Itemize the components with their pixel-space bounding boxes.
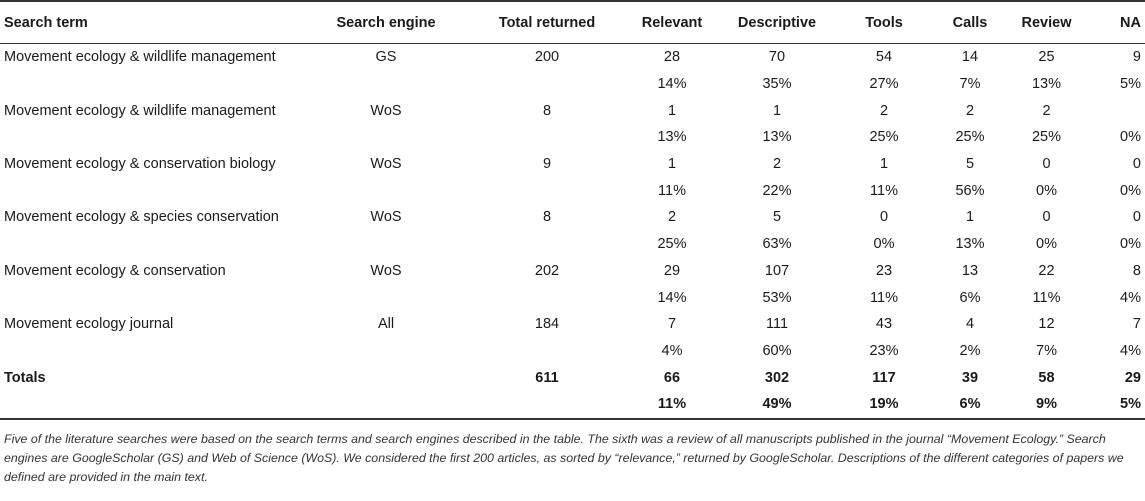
table-cell: 0% bbox=[873, 236, 895, 253]
table-cell: 23 bbox=[875, 262, 893, 279]
table-cell: 13% bbox=[657, 129, 687, 146]
table-cell bbox=[472, 284, 622, 311]
table-cell: 63% bbox=[762, 236, 792, 253]
table-cell: 49% bbox=[722, 391, 832, 419]
table-cell: 0% bbox=[1120, 129, 1141, 146]
table-cell: 7% bbox=[959, 76, 981, 93]
table-cell bbox=[300, 231, 472, 258]
table-cell: 2 bbox=[772, 156, 782, 173]
totals-row bbox=[0, 391, 1145, 419]
header-calls: Calls bbox=[936, 1, 1004, 44]
table-cell: 4 bbox=[965, 316, 975, 333]
table-cell bbox=[472, 124, 622, 151]
table-cell: 11% bbox=[1032, 289, 1061, 306]
table-cell: 1 bbox=[879, 156, 889, 173]
table-cell: 22 bbox=[1038, 262, 1055, 279]
table-cell: 0 bbox=[1042, 156, 1051, 173]
table-cell: 1 bbox=[667, 102, 677, 119]
table-cell: 0 bbox=[1132, 209, 1141, 226]
table-cell bbox=[472, 71, 622, 98]
table-cell: 11% bbox=[870, 289, 898, 306]
header-relevant: Relevant bbox=[622, 1, 722, 44]
table-cell: 13% bbox=[762, 129, 792, 146]
table-row bbox=[0, 204, 1145, 231]
table-cell: WoS bbox=[370, 262, 402, 279]
header-review: Review bbox=[1004, 1, 1089, 44]
table-cell: 25% bbox=[955, 129, 985, 146]
table-cell: 0% bbox=[1120, 182, 1141, 199]
table-caption: Five of the literature searches were based on the search terms and search engines described in the table. The sixth was a review of all manuscripts published in the journal “Movement Ecology.” Search engines are GoogleScholar (GS) and Web of Science (WoS). We considered the first 200 articles, as sorted by “relevance,” returned by GoogleScholar. Descriptions of the different categories of papers we defined are provided in the main text. bbox=[4, 431, 1124, 484]
table-row bbox=[0, 311, 1145, 338]
table-cell: 611 bbox=[535, 369, 559, 386]
table-cell: 23% bbox=[869, 342, 899, 359]
header-search-term: Search term bbox=[0, 1, 300, 44]
table-cell: WoS bbox=[370, 209, 402, 226]
table-body bbox=[0, 44, 1145, 419]
table-cell: 11% bbox=[658, 182, 686, 199]
table-header bbox=[0, 1, 1145, 44]
table-row bbox=[0, 231, 1145, 258]
table-cell: 22% bbox=[762, 182, 792, 199]
table-cell bbox=[300, 364, 472, 391]
table-cell: 2 bbox=[667, 209, 677, 226]
table-cell: 27% bbox=[869, 76, 899, 93]
table-cell: 184 bbox=[534, 316, 560, 333]
table-cell: 0% bbox=[1036, 182, 1057, 199]
table-cell: 25% bbox=[1031, 129, 1062, 146]
table-cell: 25% bbox=[657, 236, 687, 253]
table-cell bbox=[300, 338, 472, 365]
table-row bbox=[0, 71, 1145, 98]
table-cell: 25 bbox=[1038, 49, 1055, 66]
table-cell: 9% bbox=[1004, 391, 1089, 419]
table-cell: 302 bbox=[764, 369, 790, 386]
table-cell: GS bbox=[375, 49, 397, 66]
table-cell: Movement ecology & wildlife management bbox=[4, 49, 276, 66]
table-cell: 13% bbox=[955, 236, 985, 253]
table-cell: WoS bbox=[370, 102, 402, 119]
table-cell bbox=[300, 391, 472, 419]
table-cell: All bbox=[377, 316, 395, 333]
table-cell: 43 bbox=[875, 316, 893, 333]
table-cell: Movement ecology & species conservation bbox=[4, 209, 279, 226]
table-cell: 9 bbox=[1132, 49, 1141, 66]
table-cell: Movement ecology & conservation bbox=[4, 262, 226, 279]
table-cell: 2% bbox=[959, 342, 981, 359]
table-cell: 54 bbox=[875, 49, 893, 66]
table-cell: 14% bbox=[657, 76, 687, 93]
table-cell: 56% bbox=[955, 182, 985, 199]
table-cell: 29 bbox=[1124, 369, 1141, 386]
table-row bbox=[0, 258, 1145, 285]
table-cell: 28 bbox=[663, 49, 681, 66]
table-cell bbox=[300, 124, 472, 151]
table-cell: WoS bbox=[370, 156, 402, 173]
table-cell bbox=[0, 338, 300, 365]
table-cell: 0% bbox=[1036, 236, 1057, 253]
table-cell: 8 bbox=[542, 102, 552, 119]
table-cell: 0 bbox=[1042, 209, 1051, 226]
table-cell: 29 bbox=[663, 262, 681, 279]
table-cell: 117 bbox=[872, 369, 896, 386]
header-descriptive: Descriptive bbox=[722, 1, 832, 44]
table-cell: Totals bbox=[4, 369, 46, 386]
table-cell bbox=[300, 71, 472, 98]
table-cell: 8 bbox=[1132, 262, 1141, 279]
header-search-engine: Search engine bbox=[300, 1, 472, 44]
table-cell: Movement ecology & wildlife management bbox=[4, 102, 276, 119]
table-cell: 60% bbox=[762, 342, 792, 359]
table-row bbox=[0, 44, 1145, 71]
table-cell: 13% bbox=[1031, 76, 1062, 93]
table-cell: 1 bbox=[772, 102, 782, 119]
table-cell: 2 bbox=[965, 102, 975, 119]
table-cell: 202 bbox=[534, 262, 560, 279]
table-cell bbox=[0, 231, 300, 258]
table-cell: Movement ecology journal bbox=[4, 316, 174, 333]
table-cell bbox=[300, 284, 472, 311]
table-row bbox=[0, 284, 1145, 311]
table-cell: 70 bbox=[768, 49, 786, 66]
table-cell: 39 bbox=[961, 369, 979, 386]
table-cell bbox=[472, 338, 622, 365]
table-cell: 6% bbox=[959, 289, 981, 306]
table-cell bbox=[300, 177, 472, 204]
table-cell: 111 bbox=[765, 316, 789, 333]
table-cell: 6% bbox=[936, 391, 1004, 419]
table-cell: 9 bbox=[542, 156, 552, 173]
table-cell: 107 bbox=[764, 262, 790, 279]
table-cell: 11% bbox=[622, 391, 722, 419]
table-cell bbox=[0, 177, 300, 204]
table-cell: 66 bbox=[663, 369, 681, 386]
table-cell bbox=[472, 391, 622, 419]
table-cell: 4% bbox=[661, 342, 683, 359]
table-cell bbox=[0, 391, 300, 419]
table-cell: 58 bbox=[1038, 369, 1055, 386]
table-row bbox=[0, 338, 1145, 365]
table-cell: 11% bbox=[870, 182, 898, 199]
totals-row bbox=[0, 364, 1145, 391]
table-row bbox=[0, 177, 1145, 204]
table-cell: 8 bbox=[542, 209, 552, 226]
table-cell: 25% bbox=[869, 129, 899, 146]
table-row bbox=[0, 124, 1145, 151]
table-cell: 4% bbox=[1120, 342, 1141, 359]
table-cell: 1 bbox=[667, 156, 677, 173]
table-cell: 5 bbox=[772, 209, 782, 226]
table-cell: 5 bbox=[965, 156, 975, 173]
table-cell: 2 bbox=[879, 102, 889, 119]
header-total-returned: Total returned bbox=[472, 1, 622, 44]
table-cell: 53% bbox=[762, 289, 792, 306]
table-cell bbox=[1089, 97, 1145, 124]
table-cell: 200 bbox=[534, 49, 560, 66]
table-cell bbox=[0, 124, 300, 151]
table-cell: 14% bbox=[657, 289, 687, 306]
table-cell: 0% bbox=[1120, 236, 1141, 253]
table-cell: 35% bbox=[762, 76, 792, 93]
table-cell: 12 bbox=[1038, 316, 1055, 333]
table-cell: 4% bbox=[1120, 289, 1141, 306]
table-cell: 13 bbox=[961, 262, 979, 279]
header-row bbox=[0, 1, 1145, 44]
table-cell bbox=[472, 231, 622, 258]
table-cell: Movement ecology & conservation biology bbox=[4, 156, 276, 173]
table-cell: 5% bbox=[1089, 391, 1145, 419]
table-cell: 7 bbox=[1132, 316, 1141, 333]
table-cell: 19% bbox=[832, 391, 936, 419]
table-cell bbox=[472, 177, 622, 204]
table-cell: 7 bbox=[667, 316, 677, 333]
table-cell bbox=[0, 284, 300, 311]
table-cell: 0 bbox=[879, 209, 889, 226]
table-row bbox=[0, 97, 1145, 124]
table-cell: 1 bbox=[965, 209, 975, 226]
table-row bbox=[0, 151, 1145, 178]
table-cell: 14 bbox=[961, 49, 979, 66]
header-na: NA bbox=[1089, 1, 1145, 44]
table-cell: 7% bbox=[1036, 342, 1057, 359]
header-tools: Tools bbox=[832, 1, 936, 44]
table-cell bbox=[0, 71, 300, 98]
table-cell: 0 bbox=[1132, 156, 1141, 173]
table-cell: 5% bbox=[1120, 76, 1141, 93]
table-cell: 2 bbox=[1042, 102, 1051, 119]
